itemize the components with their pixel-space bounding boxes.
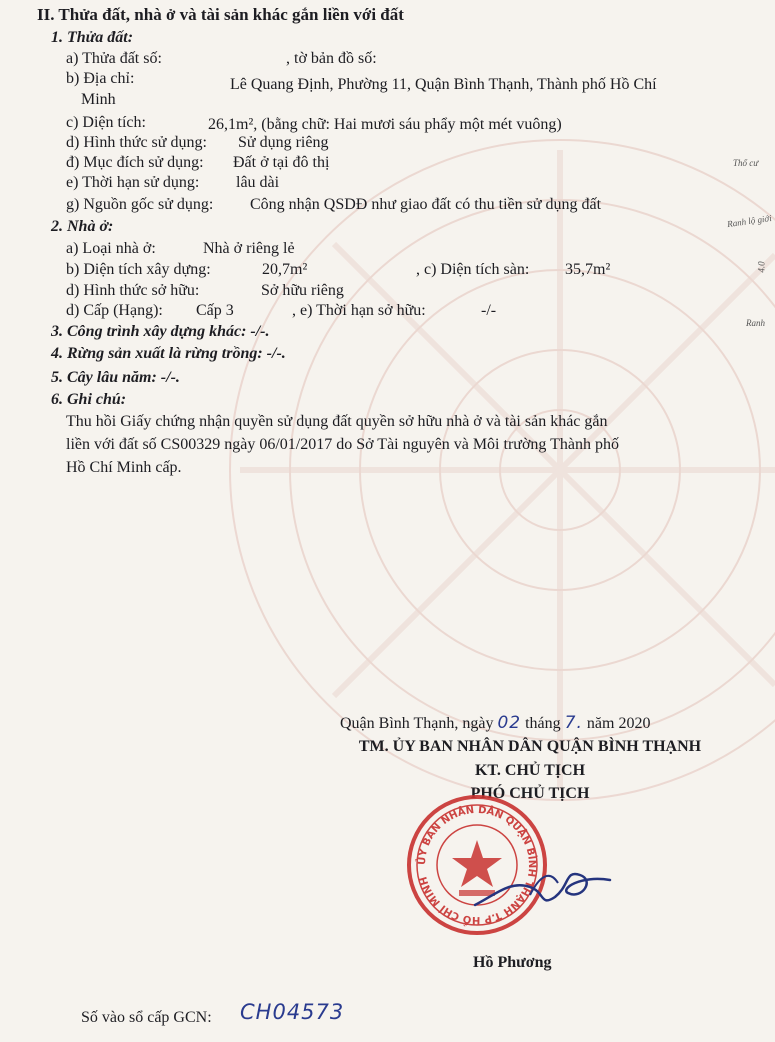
- registry-label: Số vào sổ cấp GCN:: [81, 1009, 212, 1026]
- deputy-role: KT. CHỦ TỊCH: [474, 762, 586, 779]
- production-forest: 4. Rừng sản xuất là rừng trồng: -/-.: [51, 345, 286, 362]
- house-floor-area-value: 35,7m²: [565, 261, 611, 278]
- vice-chair-role: PHÓ CHỦ TỊCH: [470, 785, 590, 802]
- perennial-trees: 5. Cây lâu năm: -/-.: [51, 369, 180, 386]
- other-works: 3. Công trình xây dựng khác: -/-.: [51, 323, 270, 340]
- margin-note-2: Ranh lộ giới: [726, 212, 773, 230]
- house-type-label: a) Loại nhà ở:: [66, 240, 156, 257]
- land-use-form-value: Sử dụng riêng: [238, 134, 329, 151]
- land-address-label: b) Địa chỉ:: [66, 70, 135, 87]
- land-address-value: Lê Quang Định, Phường 11, Quận Bình Thạnh, Thành phố Hồ Chí: [230, 76, 657, 93]
- house-grade-label: d) Cấp (Hạng):: [66, 302, 163, 319]
- house-ownership-value: Sở hữu riêng: [261, 282, 344, 299]
- house-build-area-label: b) Diện tích xây dựng:: [66, 261, 211, 278]
- notes-line-3: Hồ Chí Minh cấp.: [66, 459, 182, 476]
- issue-month: 7.: [564, 713, 583, 733]
- house-ownership-label: d) Hình thức sở hữu:: [66, 282, 200, 299]
- month-label: tháng: [525, 715, 561, 732]
- land-origin-label: g) Nguồn gốc sử dụng:: [66, 196, 214, 213]
- registry-number: CH04573: [240, 1000, 345, 1024]
- year-label: năm 2020: [586, 715, 651, 732]
- house-heading: 2. Nhà ở:: [51, 218, 114, 235]
- land-area-label: c) Diện tích:: [66, 114, 146, 131]
- issue-day: 02: [497, 713, 522, 733]
- land-heading: 1. Thửa đất:: [51, 29, 134, 46]
- land-origin-value: Công nhận QSDĐ như giao đất có thu tiền sử dụng đất: [250, 196, 602, 213]
- place-date-prefix: Quận Bình Thạnh, ngày: [340, 715, 494, 732]
- notes-heading: 6. Ghi chú:: [51, 391, 127, 408]
- house-build-area-value: 20,7m²: [262, 261, 308, 278]
- land-address-value-cont: Minh: [81, 91, 116, 108]
- place-date: [340, 714, 650, 733]
- house-grade-value: Cấp 3: [196, 302, 234, 319]
- house-term-label: , e) Thời hạn sở hữu:: [292, 302, 426, 319]
- land-use-form-label: d) Hình thức sử dụng:: [66, 134, 207, 151]
- land-area-value: 26,1m², (bằng chữ: Hai mươi sáu phẩy một mét vuông): [208, 116, 562, 133]
- section-title: II. Thửa đất, nhà ở và tài sản khác gắn liền với đất: [37, 5, 404, 24]
- issuing-authority: TM. ỦY BAN NHÂN DÂN QUẬN BÌNH THẠNH: [358, 738, 702, 755]
- land-parcel-value: , tờ bản đồ số:: [286, 50, 377, 67]
- land-purpose-label: đ) Mục đích sử dụng:: [66, 154, 204, 171]
- land-parcel-label: a) Thửa đất số:: [66, 50, 162, 67]
- margin-note-1: Thổ cư: [733, 158, 759, 168]
- land-term-value: lâu dài: [236, 174, 280, 191]
- house-term-value: -/-: [481, 302, 497, 319]
- margin-note-3: 4.0: [756, 261, 767, 273]
- margin-note-4: Ranh: [746, 318, 765, 328]
- land-term-label: e) Thời hạn sử dụng:: [66, 174, 200, 191]
- house-type-value: Nhà ở riêng lẻ: [203, 240, 295, 257]
- handwritten-signature-icon: [470, 835, 620, 925]
- notes-line-1: Thu hồi Giấy chứng nhận quyền sử dụng đất quyền sở hữu nhà ở và tài sản khác gắn: [66, 413, 608, 430]
- seal-ring-text: ỦY BAN NHÂN DÂN QUẬN BÌNH THẠNH T.P HỒ CHÍ MINH: [416, 804, 538, 926]
- land-purpose-value: Đất ở tại đô thị: [233, 154, 330, 171]
- notes-line-2: liền với đất số CS00329 ngày 06/01/2017 do Sở Tài nguyên và Môi trường Thành phố: [66, 436, 619, 453]
- house-floor-area-label: , c) Diện tích sàn:: [416, 261, 530, 278]
- signer-name: Hồ Phương: [473, 954, 552, 971]
